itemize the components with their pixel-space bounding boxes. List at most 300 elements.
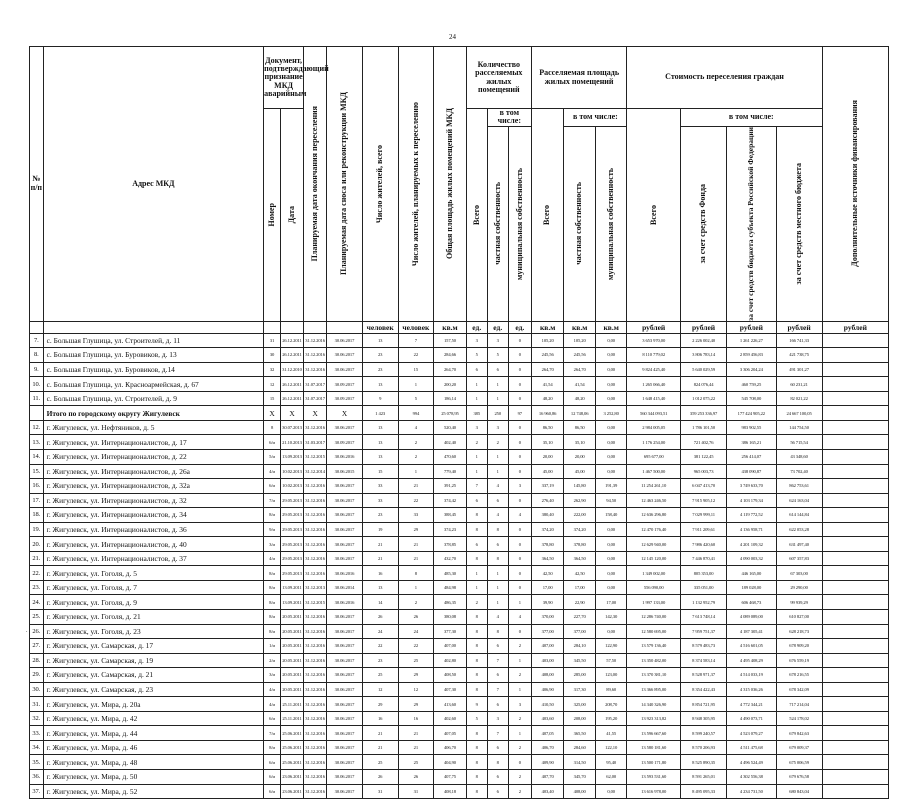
cell-dem: 30.09.2017 — [327, 391, 363, 406]
cell-doc: 4/и — [264, 682, 281, 697]
cell-a-all: 264,70 — [531, 362, 564, 377]
cell-a-all: 409,90 — [531, 755, 564, 770]
cell-a-priv: 365,50 — [564, 726, 596, 741]
cell-doc: 5/и — [264, 449, 281, 464]
cell-area: 284,66 — [434, 348, 467, 363]
cell-a-mun: 0,00 — [595, 377, 627, 392]
cell-c-reg: 2 859 456,83 — [727, 348, 776, 363]
cell-addr: г. Жигулевск, ул. Интернационалистов, д. 26а — [43, 464, 264, 479]
cell-area: 380,08 — [434, 609, 467, 624]
cell-a-priv: 317,30 — [564, 682, 596, 697]
cell-doc: 8/и — [264, 624, 281, 639]
cell-r-all: 2 — [466, 435, 487, 450]
cell-c-all: 13 370 381,10 — [627, 668, 681, 683]
cell-dem: 30.06.2017 — [327, 639, 363, 654]
cell-c-all: 13 596 667,60 — [627, 726, 681, 741]
cell-a-all: 408,00 — [531, 668, 564, 683]
cell-c-fund: 8 528 971,37 — [680, 668, 726, 683]
cell-a-mun: 0,00 — [595, 522, 627, 537]
cell-res: 33 — [362, 493, 398, 508]
cell-doc: 9/и — [264, 522, 281, 537]
cell-c-reg: 4 136 958,71 — [727, 522, 776, 537]
cell-a-all: 42,50 — [531, 566, 564, 581]
cell-extra — [822, 377, 888, 392]
cell-a-priv: 42,50 — [564, 566, 596, 581]
col-planned-demolish: Планируемая дата сноса или реконструкции МКД — [327, 47, 363, 322]
cell-end: 31.12.2016 — [304, 770, 327, 785]
cell-r-all: 8 — [466, 726, 487, 741]
cell-area: 404,90 — [434, 755, 467, 770]
cell-plan: 21 — [398, 537, 434, 552]
cell-res: 21 — [362, 537, 398, 552]
table-row — [30, 537, 889, 552]
col-rooms-including: в том числе: — [487, 109, 531, 127]
cell-extra — [822, 348, 888, 363]
cell-r-priv: 1 — [487, 449, 508, 464]
cell-a-priv: 41,54 — [564, 377, 596, 392]
cell-res: 25 — [362, 755, 398, 770]
cell-dem: 30.06.2017 — [327, 784, 363, 799]
cell-c-all: 560 344 093,51 — [627, 406, 681, 421]
cell-a-all: 45,00 — [531, 464, 564, 479]
cell-a-priv: 227,70 — [564, 609, 596, 624]
cell-doc: 2/и — [264, 653, 281, 668]
cell-date: 29.05.2013 — [280, 508, 303, 523]
cell-res: 23 — [362, 362, 398, 377]
cell-a-mun: 0,00 — [595, 362, 627, 377]
cell-a-all: 17,00 — [531, 580, 564, 595]
cell-a-mun: 0,00 — [595, 435, 627, 450]
cell-doc: 32 — [264, 362, 281, 377]
cell-a-priv: 45,00 — [564, 464, 596, 479]
cell-area: 407,30 — [434, 682, 467, 697]
cell-extra — [822, 464, 888, 479]
cell-dem: 30.06.2017 — [327, 624, 363, 639]
cell-n: 11. — [30, 391, 44, 406]
cell-c-fund: 1 132 952,79 — [680, 595, 726, 610]
cell-res: 25 — [362, 668, 398, 683]
table-row — [30, 726, 889, 741]
page-number: 24 — [449, 33, 456, 41]
cell-plan: 1 — [398, 377, 434, 392]
cell-date: 25.06.2011 — [280, 755, 303, 770]
cell-n: 29. — [30, 668, 44, 683]
cell-r-all: 3 — [466, 420, 487, 435]
cell-r-all: 5 — [466, 348, 487, 363]
cell-r-priv: 4 — [487, 479, 508, 494]
cell-a-priv: 264,70 — [564, 362, 596, 377]
cell-area: 470,60 — [434, 449, 467, 464]
cell-area: 407,75 — [434, 770, 467, 785]
table-row — [30, 449, 889, 464]
cell-r-priv: 4 — [487, 508, 508, 523]
cell-a-priv: 262,90 — [564, 493, 596, 508]
cell-r-mun: 0 — [508, 551, 531, 566]
cell-plan: 2 — [398, 435, 434, 450]
cell-a-priv: 208,00 — [564, 711, 596, 726]
cell-a-all: 39,90 — [531, 595, 564, 610]
cell-n: 35. — [30, 755, 44, 770]
cell-extra — [822, 639, 888, 654]
cell-c-reg: 189 028,00 — [727, 580, 776, 595]
cell-a-mun: 0,00 — [595, 333, 627, 348]
cell-c-fund: 5 640 029,59 — [680, 362, 726, 377]
cell-plan: 22 — [398, 639, 434, 654]
cell-c-all: 3 653 970,00 — [627, 333, 681, 348]
table-row — [30, 740, 889, 755]
cell-c-reg: 4 234 731,50 — [727, 784, 776, 799]
cell-c-reg: 983 902,55 — [727, 420, 776, 435]
cell-date: 26.12.2011 — [280, 333, 303, 348]
cell-a-mun: 142,30 — [595, 609, 627, 624]
cell-addr: с. Большая Глушица, ул. Буровиков, д.14 — [43, 362, 264, 377]
cell-c-all: 8 110 779,02 — [627, 348, 681, 363]
cell-c-fund: 7 613 748,14 — [680, 609, 726, 624]
cell-c-fund: 8 570 206,93 — [680, 740, 726, 755]
cell-dem: 30.06.2017 — [327, 493, 363, 508]
cell-a-mun: 195,20 — [595, 711, 627, 726]
cell-c-fund: 7 915 905,12 — [680, 493, 726, 508]
cell-r-mun: 1 — [508, 595, 531, 610]
col-doc-date: Дата — [280, 109, 303, 322]
cell-c-reg: 4 201 109,32 — [727, 537, 776, 552]
cell-area: 406,70 — [434, 740, 467, 755]
cell-addr: г. Жигулевск, ул. Интернационалистов, д. 32а — [43, 479, 264, 494]
cell-end: 31.12.2016 — [304, 362, 327, 377]
col-rooms-count: Количество расселяемых жилых помещений — [466, 47, 531, 109]
cell-plan: 15 — [398, 362, 434, 377]
cell-date: 26.12.2011 — [280, 377, 303, 392]
unit-cell: кв.м — [595, 321, 627, 333]
col-no: № п/п — [30, 47, 44, 322]
cell-addr: г. Жигулевск, ул. Самарская, д. 19 — [43, 653, 264, 668]
cell-dem: 30.06.2016 — [327, 595, 363, 610]
cell-r-mun: 2 — [508, 770, 531, 785]
cell-r-mun: 2 — [508, 784, 531, 799]
cell-end: 31.07.2017 — [304, 391, 327, 406]
cell-c-loc: 56 715,54 — [776, 435, 822, 450]
cell-area: 374,23 — [434, 522, 467, 537]
cell-r-mun: 0 — [508, 580, 531, 595]
cell-extra — [822, 740, 888, 755]
cell-a-all: 407,70 — [531, 770, 564, 785]
col-rooms-municipal: муниципальная собственность — [508, 126, 531, 321]
cell-date: 13.09.2011 — [280, 595, 303, 610]
cell-a-priv: 20,00 — [564, 449, 596, 464]
cell-addr: г. Жигулевск, ул. Интернационалистов, д. 36 — [43, 522, 264, 537]
cell-c-all: 13 500 171,80 — [627, 755, 681, 770]
cell-a-mun: 0,00 — [595, 580, 627, 595]
cell-addr: с. Большая Глушица, ул. Строителей, д. 11 — [43, 333, 264, 348]
cell-r-priv: 1 — [487, 566, 508, 581]
cell-r-priv: 1 — [487, 595, 508, 610]
cell-a-priv: 285,00 — [564, 668, 596, 683]
cell-a-mun: 122,10 — [595, 740, 627, 755]
cell-r-mun: 0 — [508, 362, 531, 377]
cell-end: 31.12.2016 — [304, 609, 327, 624]
cell-area: 432,70 — [434, 551, 467, 566]
cell-area: 407,00 — [434, 639, 467, 654]
cell-r-all: 8 — [466, 551, 487, 566]
cell-res: 13 — [362, 580, 398, 595]
cell-r-all: 9 — [466, 697, 487, 712]
cell-a-priv: 17,00 — [564, 580, 596, 595]
cell-n: 21. — [30, 551, 44, 566]
table-row — [30, 624, 889, 639]
cell-c-fund: 1 012 075,22 — [680, 391, 726, 406]
cell-doc: 6/и — [264, 770, 281, 785]
cell-r-priv: 3 — [487, 711, 508, 726]
table-header — [30, 47, 889, 334]
table-row — [30, 770, 889, 785]
cell-end: 31.12.2014 — [304, 464, 327, 479]
cell-r-mun: 0 — [508, 493, 531, 508]
cell-a-all: 377,00 — [531, 624, 564, 639]
cell-r-priv: 1 — [487, 377, 508, 392]
cell-date: X — [280, 406, 303, 421]
cell-n: 22. — [30, 566, 44, 581]
cell-a-all: 370,00 — [531, 609, 564, 624]
cell-r-mun: 1 — [508, 653, 531, 668]
col-cost-fund: за счет средств Фонда — [680, 126, 726, 321]
cell-r-priv: 8 — [487, 624, 508, 639]
cell-c-loc: 676 559,19 — [776, 653, 822, 668]
cell-a-mun: 17,00 — [595, 595, 627, 610]
cell-a-mun: 89,60 — [595, 682, 627, 697]
cell-a-priv: 408,00 — [564, 784, 596, 799]
cell-a-priv: 314,50 — [564, 755, 596, 770]
cell-a-priv: 284,10 — [564, 639, 596, 654]
cell-c-reg: 4 490 073,71 — [727, 711, 776, 726]
cell-dem: 30.06.2017 — [327, 740, 363, 755]
cell-n: 12. — [30, 420, 44, 435]
cell-n: 7. — [30, 333, 44, 348]
table-row — [30, 348, 889, 363]
cell-c-fund: 8 374 583,14 — [680, 653, 726, 668]
cell-n: 37. — [30, 784, 44, 799]
cell-n: 36. — [30, 770, 44, 785]
cell-a-priv: 145,80 — [564, 479, 596, 494]
cell-c-reg: 4 496 524,49 — [727, 755, 776, 770]
cell-c-fund: 8 354 422,43 — [680, 682, 726, 697]
cell-c-loc: 678 909,20 — [776, 639, 822, 654]
cell-date: 10.02.2013 — [280, 479, 303, 494]
cell-r-priv: 3 — [487, 420, 508, 435]
cell-plan: 26 — [398, 609, 434, 624]
cell-dem: 30.09.2017 — [327, 377, 363, 392]
cell-a-priv: 345,70 — [564, 770, 596, 785]
cell-extra — [822, 726, 888, 741]
unit-cell: ед. — [508, 321, 531, 333]
cell-dem: 30.06.2017 — [327, 348, 363, 363]
cell-c-fund: 335 051,00 — [680, 580, 726, 595]
cell-date: 29.05.2013 — [280, 551, 303, 566]
col-extra-sources: Дополнительные источники финансирования — [822, 47, 888, 322]
cell-addr: г. Жигулевск, ул. Нефтяников, д. 5 — [43, 420, 264, 435]
cell-c-fund: 805 353,00 — [680, 566, 726, 581]
cell-date: 29.05.2013 — [280, 566, 303, 581]
table-row — [30, 479, 889, 494]
cell-r-mun: 97 — [508, 406, 531, 421]
cell-plan: 33 — [398, 508, 434, 523]
cell-c-all: 556 090,00 — [627, 580, 681, 595]
cell-area: 485,30 — [434, 566, 467, 581]
cell-c-all: 13 923 313,82 — [627, 711, 681, 726]
col-document: Документ, подтверждающий признание МКД аварийным — [264, 47, 304, 109]
cell-c-reg: 3 749 633,70 — [727, 479, 776, 494]
cell-a-mun: 0,00 — [595, 566, 627, 581]
cell-c-loc: 67 303,00 — [776, 566, 822, 581]
cell-c-fund: 8 591 265,01 — [680, 770, 726, 785]
cell-c-loc: 610 827,00 — [776, 609, 822, 624]
cell-r-priv: 8 — [487, 522, 508, 537]
cell-addr: г. Жигулевск, ул. Гоголя, д. 9 — [43, 595, 264, 610]
cell-c-fund: 8 599 240,57 — [680, 726, 726, 741]
cell-end: 31.12.2015 — [304, 595, 327, 610]
table-row — [30, 711, 889, 726]
cell-area: 486,35 — [434, 595, 467, 610]
cell-plan: 26 — [398, 770, 434, 785]
cell-r-all: 8 — [466, 609, 487, 624]
cell-c-all: 1 467 500,00 — [627, 464, 681, 479]
cell-r-all: 6 — [466, 537, 487, 552]
cell-res: 1 423 — [362, 406, 398, 421]
cell-c-reg: 446 165,00 — [727, 566, 776, 581]
cell-addr: с. Большая Глушица, ул. Буровиков, д. 13 — [43, 348, 264, 363]
cell-r-priv: 7 — [487, 726, 508, 741]
cell-area: 520,40 — [434, 420, 467, 435]
table-row — [30, 508, 889, 523]
cell-c-reg: 1 261 226,27 — [727, 333, 776, 348]
cell-n: 30. — [30, 682, 44, 697]
cell-c-all: 14 340 326,90 — [627, 697, 681, 712]
cell-date: 30.07.2013 — [280, 420, 303, 435]
col-residents-planned: Число жителей, планируемых к переселению — [398, 47, 434, 322]
cell-a-mun: 0,00 — [595, 464, 627, 479]
cell-a-priv: 35,10 — [564, 435, 596, 450]
cell-area: 157,50 — [434, 333, 467, 348]
cell-a-mun: 0,00 — [595, 624, 627, 639]
unit-cell: рублей — [776, 321, 822, 333]
cell-plan: 24 — [398, 624, 434, 639]
cell-plan: 8 — [398, 566, 434, 581]
cell-date: 29.05.2013 — [280, 493, 303, 508]
cell-c-reg: 4 090 003,32 — [727, 551, 776, 566]
cell-r-all: 8 — [466, 740, 487, 755]
cell-end: 31.12.2013 — [304, 580, 327, 595]
cell-c-loc: 82 021,22 — [776, 391, 822, 406]
cell-res: 22 — [362, 639, 398, 654]
cell-c-all: 1 349 002,00 — [627, 566, 681, 581]
col-area-relocated: Расселяемая площадь жилых помещений — [531, 47, 627, 109]
table-row — [30, 682, 889, 697]
cell-r-all: 6 — [466, 362, 487, 377]
cell-a-priv: 222,00 — [564, 508, 596, 523]
cell-n: 15. — [30, 464, 44, 479]
cell-extra — [822, 770, 888, 785]
cell-a-priv: 325,00 — [564, 697, 596, 712]
cell-a-all: 403,40 — [531, 784, 564, 799]
cell-area: 408,18 — [434, 784, 467, 799]
cell-c-all: 695 677,00 — [627, 449, 681, 464]
cell-addr: г. Жигулевск, ул. Гоголя, д. 23 — [43, 624, 264, 639]
cell-r-mun: 2 — [508, 711, 531, 726]
cell-area: 25 078,95 — [434, 406, 467, 421]
relocation-table — [29, 46, 889, 799]
cell-end: 31.12.2016 — [304, 624, 327, 639]
cell-r-all: 1 — [466, 464, 487, 479]
cell-r-mun: 4 — [508, 508, 531, 523]
table-row — [30, 609, 889, 624]
cell-dem: 30.06.2017 — [327, 362, 363, 377]
cell-end: 31.12.2016 — [304, 537, 327, 552]
cell-c-loc: 679 842,63 — [776, 726, 822, 741]
cell-r-priv: 250 — [487, 406, 508, 421]
cell-extra — [822, 668, 888, 683]
cell-c-loc: 144 754,50 — [776, 420, 822, 435]
cell-extra — [822, 580, 888, 595]
cell-a-priv: 364,50 — [564, 551, 596, 566]
cell-c-all: 1 176 254,00 — [627, 435, 681, 450]
table-row — [30, 377, 889, 392]
cell-end: 31.12.2016 — [304, 333, 327, 348]
cell-n: 19. — [30, 522, 44, 537]
cell-a-mun: 158,40 — [595, 508, 627, 523]
cell-n: 28. — [30, 653, 44, 668]
cell-r-mun: 0 — [508, 348, 531, 363]
cell-extra — [822, 784, 888, 799]
cell-c-all: 13 579 136,40 — [627, 639, 681, 654]
unit-cell: рублей — [680, 321, 726, 333]
cell-doc: 8/и — [264, 580, 281, 595]
cell-end: 31.12.2016 — [304, 697, 327, 712]
cell-n: 31. — [30, 697, 44, 712]
cell-doc: 6/и — [264, 755, 281, 770]
cell-dem: 30.06.2017 — [327, 770, 363, 785]
cell-c-all: 2 984 005,05 — [627, 420, 681, 435]
cell-res: 19 — [362, 522, 398, 537]
cell-doc: 6/и — [264, 435, 281, 450]
table-row — [30, 653, 889, 668]
cell-res: 23 — [362, 653, 398, 668]
cell-c-reg: 4 103 179,34 — [727, 493, 776, 508]
cell-r-mun: 3 — [508, 479, 531, 494]
cell-n: 34. — [30, 740, 44, 755]
cell-addr: г. Жигулевск, ул. Мира, д. 50 — [43, 770, 264, 785]
cell-a-all: 86,50 — [531, 420, 564, 435]
cell-c-all: 12 629 940,00 — [627, 537, 681, 552]
table-row — [30, 784, 889, 799]
cell-r-priv: 8 — [487, 551, 508, 566]
cell-c-loc: 679 676,58 — [776, 770, 822, 785]
cell-a-mun: 0,00 — [595, 784, 627, 799]
cell-res: 21 — [362, 740, 398, 755]
cell-date: 13.09.2013 — [280, 449, 303, 464]
cell-c-all: 12 463 246,50 — [627, 493, 681, 508]
cell-a-all: 403,00 — [531, 653, 564, 668]
cell-plan: 7 — [398, 333, 434, 348]
col-area-private: частная собственность — [564, 126, 596, 321]
col-cost: Стоимость переселения граждан — [627, 47, 822, 109]
cell-dem: 30.06.2017 — [327, 551, 363, 566]
table-row — [30, 639, 889, 654]
cell-c-all: 13 580 181,60 — [627, 740, 681, 755]
table-row — [30, 522, 889, 537]
cell-addr: с. Большая Глушица, ул. Красноармейская, д. 67 — [43, 377, 264, 392]
table-row — [30, 333, 889, 348]
cell-n: 16. — [30, 479, 44, 494]
col-planned-end: Планируемая дата окончания переселения — [304, 47, 327, 322]
